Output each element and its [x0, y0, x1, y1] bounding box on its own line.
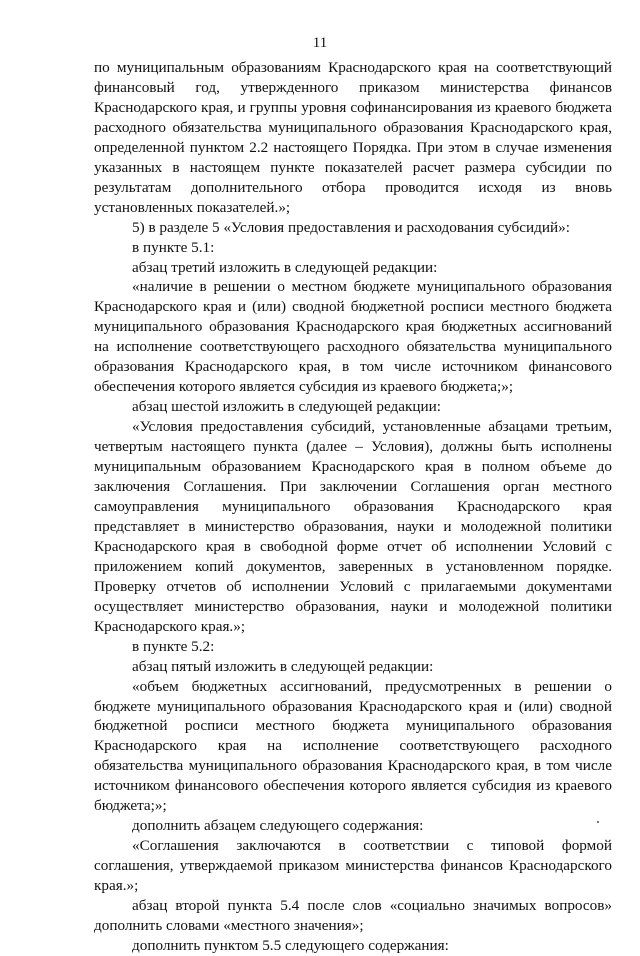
paragraph-3: в пункте 5.1: — [132, 238, 215, 256]
scan-speck — [597, 821, 599, 823]
paragraph-11: дополнить абзацем следующего содержания: — [132, 817, 424, 835]
paragraph-9: абзац пятый изложить в следующей редакции: — [132, 657, 434, 675]
document-body — [94, 58, 612, 956]
paragraph-10: «объем бюджетных ассигнований, предусмотренных в решении о бюджете муниципального образования Краснодарского края и (или) сводной бюджетной росписи местного бюджета муниципального образования Краснодарского края на исполнение соответствующего расходного обязательства муниципального образования Краснодарского края, в том числе источником финансового обеспечения которого является субсидия из краевого бюджета;»; — [94, 677, 612, 815]
paragraph-5: «наличие в решении о местном бюджете муниципального образования Краснодарского края и (или) сводной бюджетной росписи местного бюджета муниципального образования Краснодарского края бюджетных ассигнований на исполнение соответствующего расходного обязательства муниципального образования Краснодарского края, в том числе источником финансового обеспечения которого является субсидия из краевого бюджета;»; — [94, 278, 612, 396]
paragraph-1: по муниципальным образованиям Краснодарского края на соответствующий финансовый год, утвержденного приказом министерства финансов Краснодарского края, и группы уровня софинансирования из краевого бюджета расходного обязательства муниципального образования Краснодарского края, определенной пунктом 2.2 настоящего Порядка. При этом в случае изменения указанных в настоящем пункте показателей расчет размера субсидии по результатам дополнительного отбора проводится исходя из вновь установленных показателей.»; — [94, 59, 612, 216]
paragraph-14: дополнить пунктом 5.5 следующего содержания: — [132, 936, 449, 954]
paragraph-13: абзац второй пункта 5.4 после слов «социально значимых вопросов» дополнить словами «местного значения»; — [94, 897, 612, 934]
paragraph-7: «Условия предоставления субсидий, установленные абзацами третьим, четвертым настоящего пункта (далее – Условия), должны быть исполнены муниципальным образованием Краснодарского края в полном объеме до заключения Соглашения. При заключении Соглашения орган местного самоуправления муниципального образования Краснодарского края представляет в министерство образования, науки и молодежной политики Краснодарского края в свободной форме отчет об исполнении Условий с приложением копий документов, заверенных в установленном порядке. Проверку отчетов об исполнении Условий с прилагаемыми документами осуществляет министерство образования, науки и молодежной политики Краснодарского края.»; — [94, 418, 612, 635]
paragraph-8: в пункте 5.2: — [132, 637, 215, 655]
paragraph-6: абзац шестой изложить в следующей редакции: — [132, 398, 441, 416]
paragraph-12: «Соглашения заключаются в соответствии с типовой формой соглашения, утверждаемой приказом министерства финансов Краснодарского края.»; — [94, 837, 612, 895]
paragraph-2: 5) в разделе 5 «Условия предоставления и расходования субсидий»: — [132, 218, 570, 236]
paragraph-4: абзац третий изложить в следующей редакции: — [132, 258, 438, 276]
page-number: 11 — [312, 35, 328, 51]
